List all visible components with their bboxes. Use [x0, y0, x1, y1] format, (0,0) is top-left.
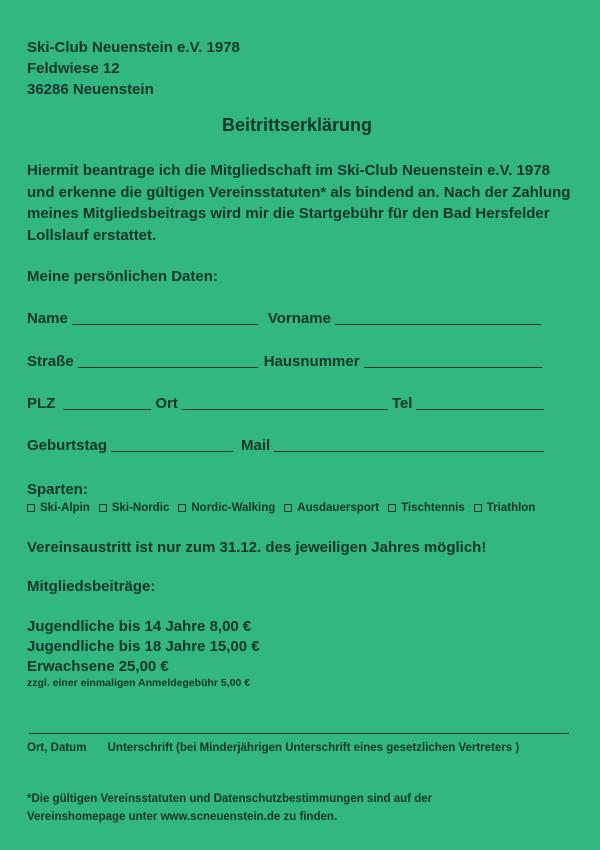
footnote-line-1: *Die gültigen Vereinsstatuten und Datenschutzbestimmungen sind auf der — [27, 793, 433, 805]
geburtstag-label: Geburtstag — [27, 437, 108, 454]
fee-note: zzgl. einer einmaligen Anmeldegebühr 5,00 € — [27, 677, 251, 689]
club-city: 36286 Neuenstein — [27, 81, 154, 98]
sparte-nordic-walking[interactable]: Nordic-Walking — [178, 502, 275, 514]
checkbox-icon[interactable] — [474, 504, 482, 512]
name-field[interactable] — [72, 310, 258, 325]
geburtstag-field[interactable] — [111, 437, 233, 452]
geburtstag-row — [27, 437, 548, 454]
checkbox-icon[interactable] — [99, 504, 107, 512]
unterschrift-label: Unterschrift (bei Minderjährigen Unterschrift eines gesetzlichen Vertreters ) — [107, 742, 520, 754]
ort-field[interactable] — [182, 395, 388, 410]
sparte-ausdauersport[interactable]: Ausdauersport — [284, 502, 379, 514]
beitraege-heading: Mitgliedsbeiträge: — [27, 578, 156, 595]
strasse-row — [27, 353, 546, 370]
plz-label: PLZ — [27, 395, 56, 412]
plz-field[interactable] — [63, 395, 151, 410]
sparten-heading: Sparten: — [27, 481, 88, 498]
name-row — [27, 310, 545, 327]
personal-data-heading: Meine persönlichen Daten: — [27, 268, 218, 285]
checkbox-icon[interactable] — [27, 504, 35, 512]
hausnummer-field[interactable] — [364, 353, 542, 368]
austritt-notice: Vereinsaustritt ist nur zum 31.12. des jeweiligen Jahres möglich! — [27, 539, 487, 556]
sparte-triathlon[interactable]: Triathlon — [474, 502, 536, 514]
sparte-ski-alpin[interactable]: Ski-Alpin — [27, 502, 90, 514]
hausnummer-label: Hausnummer — [263, 353, 360, 370]
strasse-label: Straße — [27, 353, 74, 370]
mail-field[interactable] — [274, 437, 544, 452]
checkbox-icon[interactable] — [388, 504, 396, 512]
name-label: Name — [27, 310, 68, 327]
club-name: Ski-Club Neuenstein e.V. 1978 — [27, 39, 240, 56]
fee-item: Jugendliche bis 18 Jahre 15,00 € — [27, 638, 260, 655]
footnote — [27, 790, 432, 826]
ort-datum-label: Ort, Datum — [27, 742, 87, 754]
sparte-ski-nordic[interactable]: Ski-Nordic — [99, 502, 170, 514]
mail-label: Mail — [241, 437, 271, 454]
tel-label: Tel — [391, 395, 413, 412]
ort-label: Ort — [155, 395, 178, 412]
signature-labels — [27, 742, 537, 754]
intro-text: Hiermit beantrage ich die Mitgliedschaft im Ski-Club Neuenstein e.V. 1978 und erkenne die gültigen Vereinsstatuten* als bindend an. Nach der Zahlung meines Mitgliedsbeitrags wird mir die Startgebühr für den Bad Hersfelder Lollslauf erstattet. — [27, 162, 571, 244]
fee-item: Erwachsene 25,00 € — [27, 658, 169, 675]
checkbox-icon[interactable] — [284, 504, 292, 512]
plz-row — [27, 395, 548, 412]
fee-item: Jugendliche bis 14 Jahre 8,00 € — [27, 618, 252, 635]
club-street: Feldwiese 12 — [27, 60, 120, 77]
strasse-field[interactable] — [78, 353, 258, 368]
club-address — [27, 37, 240, 100]
vorname-label: Vorname — [267, 310, 331, 327]
signature-line[interactable] — [29, 733, 569, 734]
tel-field[interactable] — [416, 395, 544, 410]
form-title: Beitrittserklärung — [221, 115, 373, 135]
sparte-tischtennis[interactable]: Tischtennis — [388, 502, 465, 514]
fee-list — [27, 617, 260, 677]
checkbox-icon[interactable] — [178, 504, 186, 512]
footnote-line-2: Vereinshomepage unter www.scneuenstein.de zu finden. — [27, 811, 338, 823]
vorname-field[interactable] — [335, 310, 541, 325]
sparten-options — [27, 502, 535, 514]
